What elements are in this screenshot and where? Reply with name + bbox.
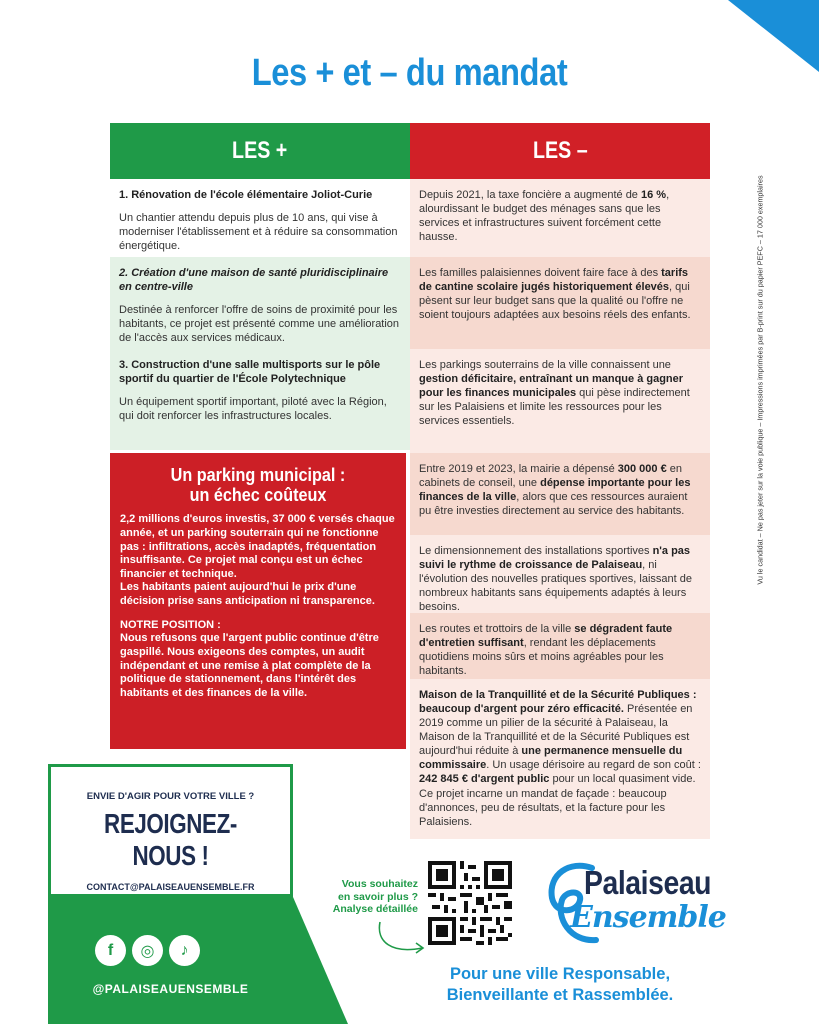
plus-item-text: Destinée à renforcer l'offre de soins de proximité pour les habitants, ce projet est présenté comme une amélioration de l'accès aux services médicaux. (119, 304, 400, 345)
legal-text: Vu le candidat – Ne pas jeter sur la voie publique – Impressions imprimées par B-print sur du papier PEFC – 17 000 exemplaires (755, 175, 765, 585)
minus-item-3: Les parkings souterrains de la ville connaissent une gestion déficitaire, entraînant un manque à gagner pour les finances municipales qui pèse indirectement sur les Palaisiens et limite les ressources pour les services essentiels. (410, 349, 710, 453)
parking-text-2: Les habitants paient aujourd'hui le prix d'une décision prise sans anticipation ni transparence. (120, 581, 375, 608)
join-box (48, 764, 293, 897)
page-title: Les + et – du mandat (251, 52, 568, 94)
join-title: REJOIGNEZ-NOUS ! (104, 808, 237, 871)
minus-item-4: Entre 2019 et 2023, la mairie a dépensé 300 000 € en cabinets de conseil, une dépense importante pour les finances de la ville, alors que ces ressources auraient pu être investies directement au service des habitants. (410, 453, 710, 535)
plus-header: LES + (110, 123, 410, 179)
palaiseau-ensemble-logo (540, 860, 730, 950)
slogan: Pour une ville Responsable, Bienveillante et Rassemblée. (446, 965, 674, 1004)
plus-item-2 (110, 257, 410, 349)
logo-text-palaiseau: Palaiseau (584, 864, 712, 901)
plus-item-3 (110, 349, 410, 450)
parking-text-1: 2,2 millions d'euros investis, 37 000 € versés chaque année, et un parking souterrain qui ne fonctionne pas : infiltrations, accès inadaptés, fréquentation insuffisante. Ce projet mal conçu est un échec financier et technique. (120, 513, 395, 580)
more-info-text: Vous souhaitez en savoir plus ? Analyse détaillée (332, 878, 418, 916)
social-handle: @PALAISEAUENSEMBLE (92, 982, 249, 996)
minus-item-1: Depuis 2021, la taxe foncière a augmenté de 16 %, alourdissant le budget des ménages sans que les services et infrastructures suivent forcément cette hausse. (410, 179, 710, 257)
minus-item-7: Maison de la Tranquillité et de la Sécurité Publiques : beaucoup d'argent pour zéro efficacité. Présentée en 2019 comme un pilier de la sécurité à Palaiseau, la Maison de la Tranquillité et de la Sécurité Publiques est aujourd'hui réduite à une permanence mensuelle du commissaire. Un usage dérisoire au regard de son coût : 242 845 € d'argent public pour un local quasiment vide. Ce projet incarne un mandat de façade : beaucoup d'annonces, peu de résultats, et la facture pour les Palaisiens. (410, 679, 710, 839)
social-icons (95, 935, 200, 966)
position-text: Nous refusons que l'argent public continue d'être gaspillé. Nous exigeons des comptes, un audit indépendant et une remise à plat complète de la politique de stationnement, dans l'intérêt des habitants et des finances de la ville. (120, 632, 379, 699)
contact-email[interactable]: CONTACT@PALAISEAUENSEMBLE.FR (86, 882, 255, 892)
qr-code[interactable] (428, 861, 512, 945)
legal-mention (752, 120, 768, 640)
minus-item-5: Le dimensionnement des installations sportives n'a pas suivi le rythme de croissance de Palaiseau, ni l'évolution des nouvelles pratiques sportives, laissant de nombreux habitants sans équipements adaptés à leurs besoins. (410, 535, 710, 613)
plus-item-text: Un équipement sportif important, piloté avec la Région, qui doit renforcer les infrastructures locales. (119, 396, 387, 423)
plus-item-text: Un chantier attendu depuis plus de 10 ans, qui vise à moderniser l'établissement et à réduire sa consommation énergétique. (119, 212, 398, 253)
social-box (48, 897, 293, 1024)
logo-text-ensemble: Ensemble (570, 900, 726, 935)
facebook-icon[interactable]: f (95, 935, 126, 966)
minus-item-6: Les routes et trottoirs de la ville se dégradent faute d'entretien suffisant, rendant les déplacements quotidiens moins sûrs et moins agréables pour les habitants. (410, 613, 710, 679)
minus-item-2: Les familles palaisiennes doivent faire face à des tarifs de cantine scolaire jugés historiquement élevés, qui pèsent sur leur budget sans que la qualité ou l'offre ne soient toujours adaptées aux besoins réels des enfants. (410, 257, 710, 349)
green-slant-decoration (293, 897, 348, 1024)
instagram-icon[interactable]: ◎ (132, 935, 163, 966)
plus-item-1 (110, 179, 410, 257)
tiktok-icon[interactable]: ♪ (169, 935, 200, 966)
join-question: ENVIE D'AGIR POUR VOTRE VILLE ? (86, 791, 255, 802)
plus-item-heading: 1. Rénovation de l'école élémentaire Joliot-Curie (119, 189, 373, 201)
parking-title: Un parking municipal : un échec coûteux (170, 465, 346, 506)
plus-item-heading: 3. Construction d'une salle multisports sur le pôle sportif du quartier de l'École Polytechnique (119, 359, 381, 386)
minus-header: LES – (410, 123, 710, 179)
parking-box (110, 453, 406, 749)
arrow-icon (370, 920, 430, 960)
position-label: NOTRE POSITION : (120, 618, 221, 631)
plus-item-heading: 2. Création d'une maison de santé pluridisciplinaire en centre-ville (119, 267, 389, 294)
